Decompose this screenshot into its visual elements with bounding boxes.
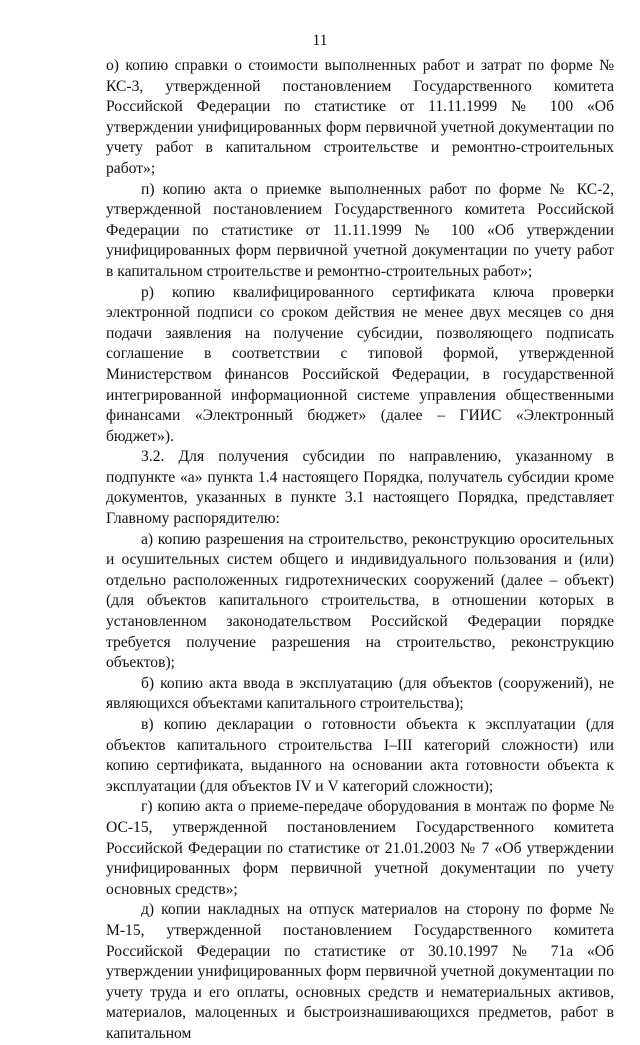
page-number: 11	[312, 32, 328, 49]
paragraph-3-2: 3.2. Для получения субсидии по направлению, указанному в подпункте «а» пункта 1.4 настоящего Порядка, получатель субсидии кроме документов, указанных в пункте 3.1 настоящего Порядка, представляет Главному распорядителю:	[106, 448, 614, 528]
paragraph-p: п) копию акта о приемке выполненных работ по форме № КС-2, утвержденной постановлением Государственного комитета Российской Федерации по статистике от 11.11.1999 № 100 «Об утверждении унифицированных форм первичной учетной документации по учету работ в капитальном строительстве и ремонтно-строительных работ»;	[106, 180, 614, 280]
paragraph-a: а) копию разрешения на строительство, реконструкцию оросительных и осушительных систем общего и индивидуального пользования и (или) отдельно расположенных гидротехнических сооружений (далее – объект) (для объектов капитального строительства, в отношении которых в установленном законодательством Российской Федерации порядке требуется получение разрешения на строительство, реконструкцию объектов);	[106, 530, 614, 672]
paragraph-b: б) копию акта ввода в эксплуатацию (для объектов (сооружений), не являющихся объектами капитального строительства);	[106, 674, 614, 713]
paragraph-o: о) копию справки о стоимости выполненных работ и затрат по форме № КС-3, утвержденной постановлением Государственного комитета Российской Федерации по статистике от 11.11.1999 № 100 «Об утверждении унифицированных форм первичной учетной документации по учету работ в капитальном строительстве и ремонтно-строительных работ»;	[106, 57, 614, 177]
paragraph-r: р) копию квалифицированного сертификата ключа проверки электронной подписи со сроком действия не менее двух месяцев со дня подачи заявления на получение субсидии, позволяющего подписать соглашение в соответствии с типовой формой, утвержденной Министерством финансов Российской Федерации, в государственной интегрированной информационной системе управления общественными финансами «Электронный бюджет» (далее – ГИИС «Электронный бюджет»).	[106, 283, 614, 445]
paragraph-d: д) копии накладных на отпуск материалов на сторону по форме № М-15, утвержденной постановлением Государственного комитета Российской Федерации по статистике от 30.10.1997 № 71а «Об утверждении унифицированных форм первичной учетной документации по учету труда и его оплаты, основных средств и нематериальных активов, материалов, малоценных и быстроизнашивающихся предметов, работ в капитальном	[106, 901, 614, 1042]
paragraph-g: г) копию акта о приеме-передаче оборудования в монтаж по форме № ОС-15, утвержденной постановлением Государственного комитета Российской Федерации по статистике от 21.01.2003 № 7 «Об утверждении унифицированных форм первичной учетной документации по учету основных средств»;	[106, 798, 614, 898]
paragraph-v: в) копию декларации о готовности объекта к эксплуатации (для объектов капитального строительства I–III категорий сложности) или копию сертификата, выданного на основании акта готовности объекта к эксплуатации (для объектов IV и V категорий сложности);	[106, 716, 614, 795]
document-body	[106, 56, 614, 1045]
